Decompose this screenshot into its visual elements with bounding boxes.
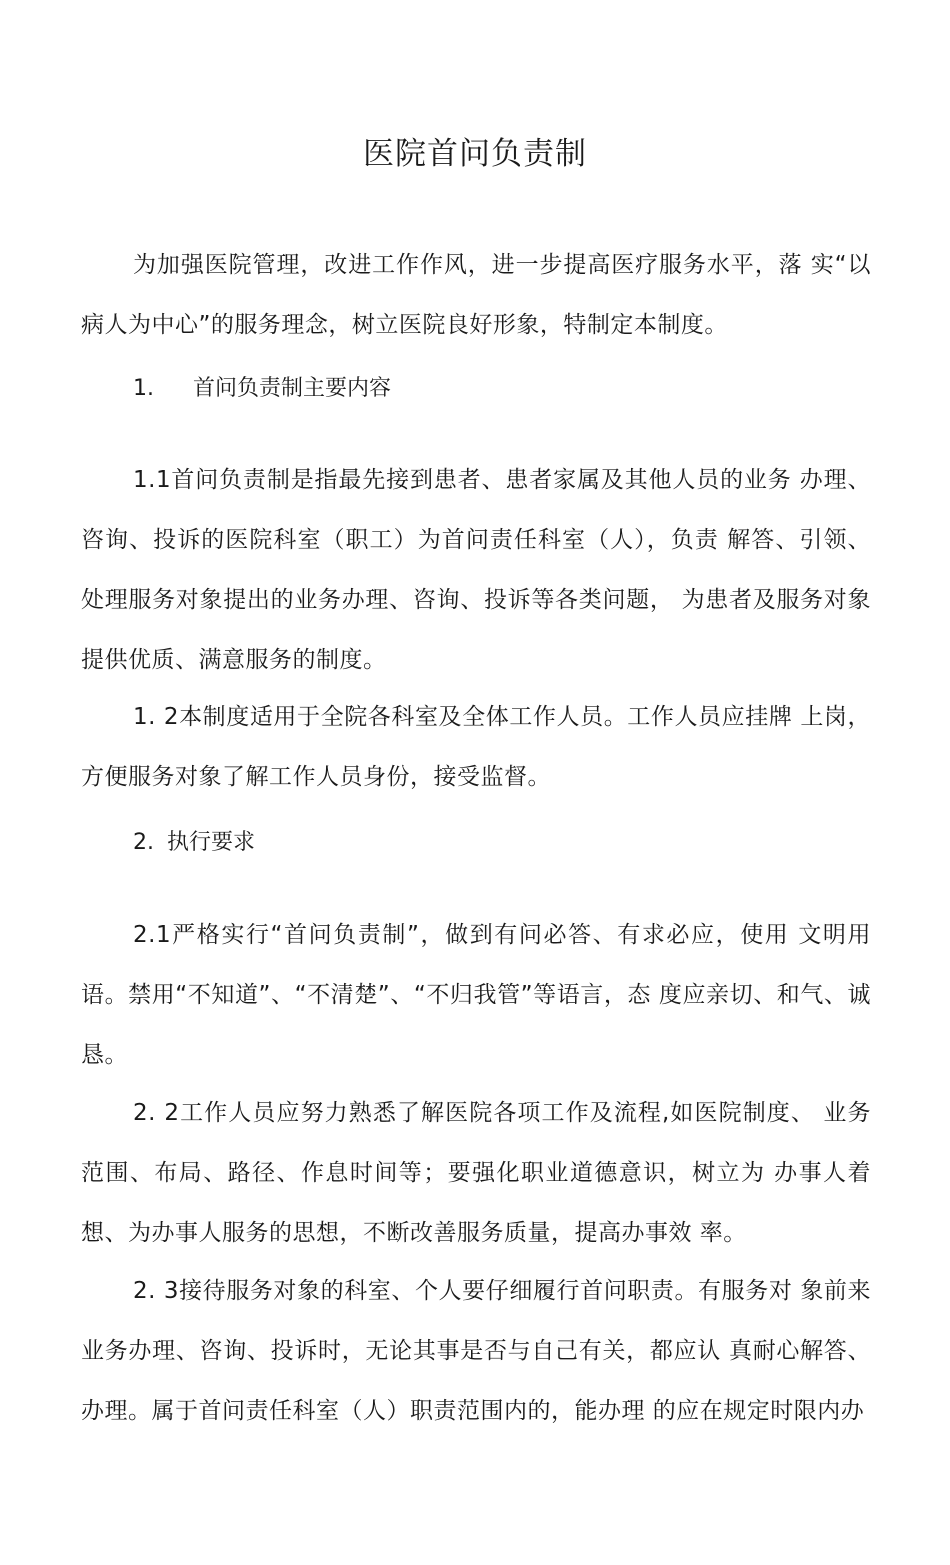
clause-2-3: 2. 3接待服务对象的科室、个人要仔细履行首问职责。有服务对 象前来业务办理、咨询、投诉时，无论其事是否与自己有关，都应认 真耐心解答、办理。属于首问责任科室（人）职责范围内的，能办理 的应在规定时限内办 (81, 1278, 871, 1424)
clause-1-2: 1. 2本制度适用于全院各科室及全体工作人员。工作人员应挂牌 上岗，方便服务对象了解工作人员身份，接受监督。 (81, 704, 871, 790)
clause-1-1: 1.1首问负责制是指最先接到患者、患者家属及其他人员的业务 办理、咨询、投诉的医院科室（职工）为首问责任科室（人），负责 解答、引领、处理服务对象提出的业务办理、咨询、投诉等各类问题， 为患者及服务对象提供优质、满意服务的制度。 (81, 467, 871, 673)
intro-paragraph: 为加强医院管理，改进工作作风，进一步提高医疗服务水平，落 实“以病人为中心”的服务理念，树立医院良好形象，特制定本制度。 (81, 252, 871, 338)
section-2-number: 2. (133, 830, 154, 855)
section-2-title: 执行要求 (167, 830, 256, 855)
section-1-heading (133, 359, 391, 419)
section-1-number: 1. (133, 376, 154, 401)
section-2-heading (133, 813, 255, 873)
document-title: 医院首问负责制 (363, 136, 587, 172)
clause-2-1: 2.1严格实行“首问负责制”，做到有问必答、有求必应，使用 文明用语。禁用“不知道”、“不清楚”、“不归我管”等语言，态 度应亲切、和气、诚恳。 (81, 922, 871, 1068)
section-1-title: 首问负责制主要内容 (193, 376, 392, 401)
clause-2-2: 2. 2工作人员应努力熟悉了解医院各项工作及流程,如医院制度、 业务范围、布局、路径、作息时间等；要强化职业道德意识，树立为 办事人着想、为办事人服务的思想，不断改善服务质量，提高办事效 率。 (81, 1100, 871, 1246)
